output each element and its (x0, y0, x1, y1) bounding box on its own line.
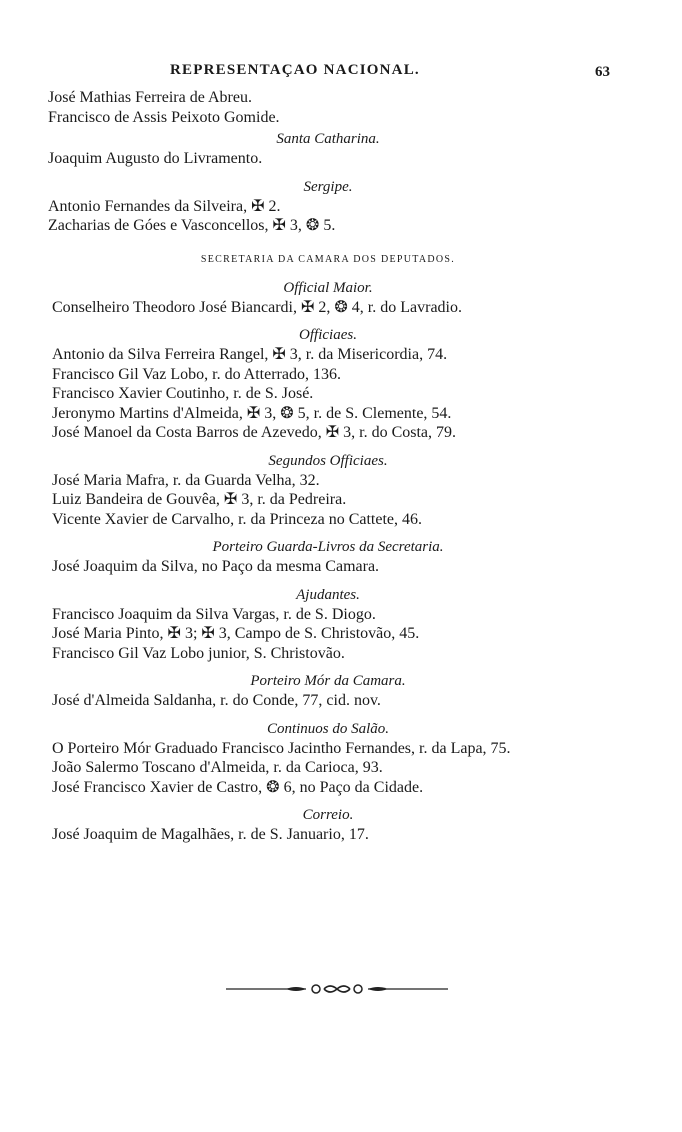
list-item: Francisco Xavier Coutinho, r. de S. José. (52, 385, 314, 402)
ornament-divider-icon (226, 982, 448, 996)
section-title: SECRETARIA DA CAMARA DOS DEPUTADOS. (200, 253, 456, 265)
list-item: Antonio da Silva Ferreira Rangel, ✠ 3, r. da Misericordia, 74. (52, 346, 448, 363)
entry-list (48, 739, 608, 798)
list-item: Antonio Fernandes da Silveira, ✠ 2. (48, 197, 281, 215)
list-item: Francisco de Assis Peixoto Gomide. (48, 108, 280, 126)
list-item: Luiz Bandeira de Gouvêa, ✠ 3, r. da Pedreira. (52, 491, 347, 508)
list-item: Zacharias de Góes e Vasconcellos, ✠ 3, ❂ 5. (48, 217, 336, 234)
section-heading: Continuos do Salão. (266, 720, 390, 737)
entry-list (48, 471, 608, 530)
list-item: Conselheiro Theodoro José Biancardi, ✠ 2, ❂ 4, r. do Lavradio. (52, 298, 462, 316)
section-heading: Correio. (302, 807, 354, 823)
list-item: José Joaquim de Magalhães, r. de S. Januario, 17. (52, 826, 369, 843)
list-item: José Joaquim da Silva, no Paço da mesma Camara. (52, 558, 380, 575)
list-item: José Maria Mafra, r. da Guarda Velha, 32. (52, 471, 320, 489)
entry-list (48, 88, 608, 127)
entry-list (48, 298, 608, 318)
entry-list (48, 691, 608, 711)
list-item: João Salermo Toscano d'Almeida, r. da Carioca, 93. (52, 759, 383, 776)
section-heading: Officiaes. (299, 327, 357, 343)
list-item: José Mathias Ferreira de Abreu. (48, 89, 252, 106)
list-item: Jeronymo Martins d'Almeida, ✠ 3, ❂ 5, r. de S. Clemente, 54. (52, 404, 452, 422)
section-heading: Segundos Officiaes. (268, 452, 388, 469)
list-item: José Francisco Xavier de Castro, ❂ 6, no Paço da Cidade. (52, 778, 424, 796)
page-header (0, 62, 682, 86)
list-item: Francisco Joaquim da Silva Vargas, r. de S. Diogo. (52, 605, 376, 623)
list-item: Francisco Gil Vaz Lobo, r. do Atterrado, 136. (52, 365, 341, 383)
entry-list (48, 825, 608, 845)
list-item: José d'Almeida Saldanha, r. do Conde, 77, cid. nov. (52, 692, 381, 709)
section-heading: Sergipe. (303, 178, 353, 195)
entry-list (48, 605, 608, 664)
list-item: Joaquim Augusto do Livramento. (48, 150, 263, 167)
list-item: José Manoel da Costa Barros de Azevedo, ✠ 3, r. do Costa, 79. (52, 424, 457, 441)
page-content (48, 88, 608, 845)
section-heading: Ajudantes. (296, 586, 360, 603)
entry-list (48, 345, 608, 443)
list-item: O Porteiro Mór Graduado Francisco Jacintho Fernandes, r. da Lapa, 75. (52, 739, 511, 757)
section-heading: Santa Catharina. (276, 131, 380, 147)
entry-list (48, 149, 608, 169)
list-item: Francisco Gil Vaz Lobo junior, S. Christovão. (52, 644, 345, 662)
page-number: 63 (595, 64, 610, 80)
entry-list (48, 557, 608, 577)
entry-list (48, 197, 608, 236)
section-heading: Official Maior. (283, 279, 373, 296)
section-heading: Porteiro Guarda-Livros da Secretaria. (212, 539, 444, 555)
section-heading: Porteiro Mór da Camara. (250, 673, 406, 689)
list-item: José Maria Pinto, ✠ 3; ✠ 3, Campo de S. Christovão, 45. (52, 625, 420, 642)
running-title: REPRESENTAÇAO NACIONAL. (170, 62, 420, 78)
list-item: Vicente Xavier de Carvalho, r. da Princeza no Cattete, 46. (52, 510, 423, 528)
